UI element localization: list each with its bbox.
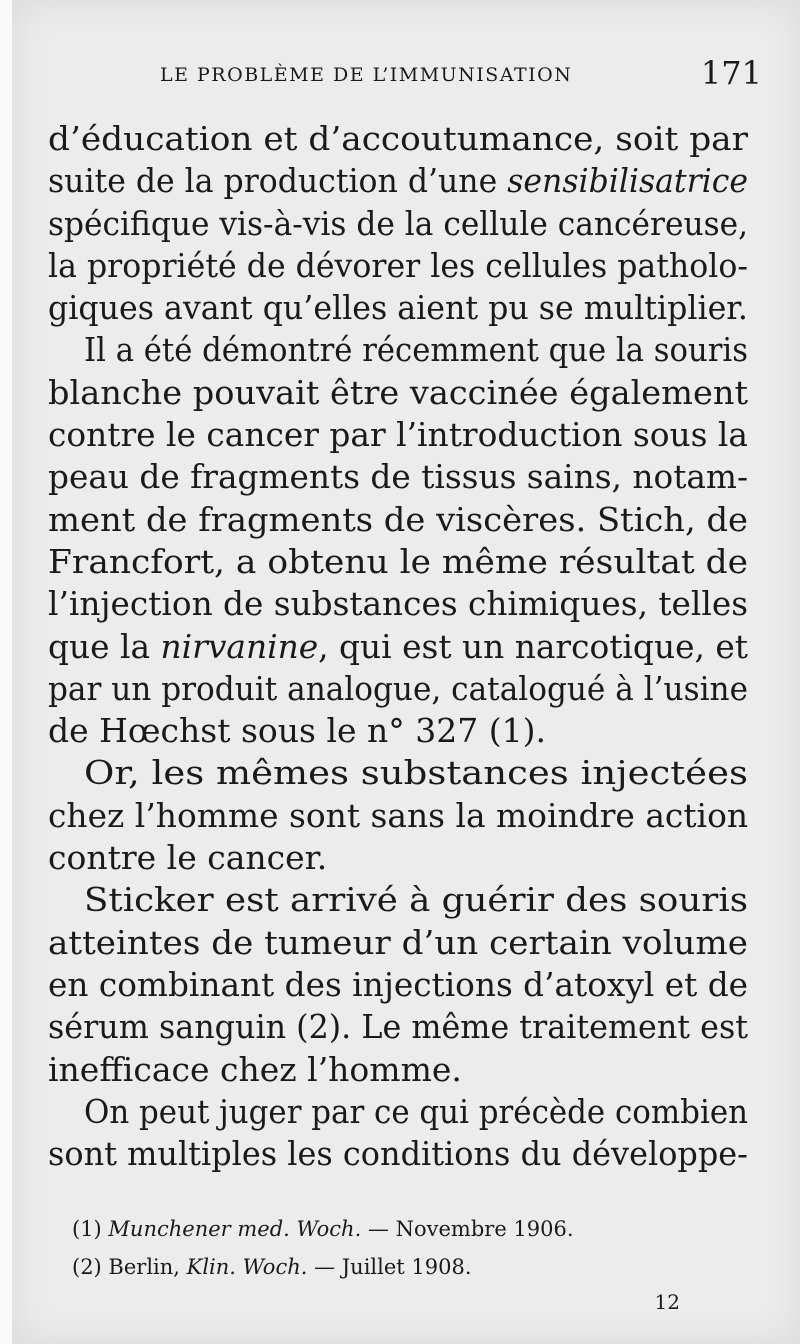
line-text — [48, 456, 748, 498]
text-segment: giques avant qu’elles aient pu se multiplier. — [48, 288, 748, 328]
text-line — [48, 964, 748, 1006]
page-header — [12, 52, 800, 102]
text-line — [48, 1091, 748, 1133]
line-text — [48, 668, 748, 710]
text-line — [48, 583, 748, 625]
text-segment: (1) — [72, 1217, 109, 1241]
text-segment: sérum sanguin (2). Le même traitement est — [48, 1007, 748, 1047]
line-text — [48, 922, 748, 964]
line-text — [48, 245, 748, 287]
text-line — [48, 372, 748, 414]
text-segment: contre le cancer par l’introduction sous la — [48, 415, 748, 455]
footnotes — [72, 1210, 712, 1286]
text-line — [48, 922, 748, 964]
footnote — [72, 1210, 712, 1248]
text-segment: par un produit analogue, catalogué à l’usine — [48, 668, 748, 708]
text-line — [48, 456, 748, 498]
line-text — [84, 752, 748, 794]
line-text — [48, 964, 748, 1006]
line-text — [48, 203, 748, 245]
text-segment: Il a été démontré récemment que la souris — [84, 330, 748, 370]
footnote — [72, 1248, 712, 1286]
line-text — [84, 1091, 748, 1133]
page-left-margin — [0, 0, 12, 1344]
text-segment: d’éducation et d’accoutumance, soit par — [48, 119, 748, 158]
text-segment: l’injection de substances chimiques, telles — [48, 584, 748, 624]
line-text — [48, 710, 546, 752]
text-segment: (2) Berlin, — [72, 1255, 187, 1279]
text-line — [48, 795, 748, 837]
text-line — [48, 668, 748, 710]
text-line — [48, 329, 748, 371]
line-text — [48, 1133, 748, 1175]
italic-text: Munchener med. Woch. — [108, 1217, 362, 1241]
text-line — [48, 118, 748, 160]
page-number: 171 — [700, 54, 762, 92]
text-segment: Francfort, a obtenu le même résultat de — [48, 541, 748, 581]
text-segment: chez l’homme sont sans la moindre action — [48, 795, 748, 835]
text-line — [48, 414, 748, 456]
text-segment: atteintes de tumeur d’un certain volume — [48, 922, 748, 962]
body-text — [48, 118, 748, 1175]
text-segment: inefficace chez l’homme. — [48, 1049, 462, 1089]
text-line — [48, 1133, 748, 1175]
line-text — [48, 583, 748, 625]
text-segment: la propriété de dévorer les cellules patholo- — [48, 245, 748, 285]
line-text — [48, 160, 748, 202]
text-line — [48, 710, 748, 752]
line-text — [48, 626, 748, 668]
text-segment: sont multiples les conditions du développe- — [48, 1134, 748, 1174]
line-text — [48, 541, 748, 583]
line-text — [48, 837, 327, 879]
text-line — [48, 879, 748, 921]
text-line — [48, 1006, 748, 1048]
text-line — [48, 837, 748, 879]
text-segment: Sticker est arrivé à guérir des souris — [84, 880, 748, 920]
line-text — [48, 795, 748, 837]
text-segment: — Novembre 1906. — [361, 1217, 574, 1241]
italic-text: sensibilisatrice — [507, 161, 748, 201]
line-text — [84, 879, 748, 921]
italic-text: nirvanine — [160, 626, 319, 666]
text-segment: spécifique vis-à-vis de la cellule cancéreuse, — [48, 203, 748, 243]
text-segment: peau de fragments de tissus sains, notam- — [48, 457, 748, 497]
text-line — [48, 499, 748, 541]
text-segment: ment de fragments de viscères. Stich, de — [48, 499, 748, 539]
running-head: LE PROBLÈME DE L’IMMUNISATION — [160, 64, 573, 86]
text-line — [48, 245, 748, 287]
text-line — [48, 287, 748, 329]
line-text — [48, 499, 748, 541]
book-page — [12, 0, 800, 1344]
line-text — [84, 329, 748, 371]
text-segment: Or, les mêmes substances injectées — [84, 753, 748, 793]
text-line — [48, 1049, 748, 1091]
line-text — [48, 287, 748, 329]
text-segment: contre le cancer. — [48, 838, 328, 878]
text-line — [48, 541, 748, 583]
line-text — [48, 414, 748, 456]
text-segment: blanche pouvait être vaccinée également — [48, 372, 748, 412]
text-segment: en combinant des injections d’atoxyl et de — [48, 964, 748, 1004]
text-line — [48, 752, 748, 794]
line-text — [48, 118, 748, 160]
text-segment: de Hœchst sous le n° 327 (1). — [48, 711, 546, 751]
text-segment: suite de la production d’une — [48, 161, 508, 201]
text-line — [48, 626, 748, 668]
text-line — [48, 203, 748, 245]
italic-text: Klin. Woch. — [186, 1255, 308, 1279]
text-segment: que la — [48, 626, 161, 666]
line-text — [48, 372, 748, 414]
signature-mark: 12 — [654, 1290, 680, 1314]
line-text — [48, 1049, 462, 1091]
text-segment: On peut juger par ce qui précède combien — [84, 1091, 748, 1131]
line-text — [48, 1006, 748, 1048]
text-segment: — Juillet 1908. — [307, 1255, 472, 1279]
text-line — [48, 160, 748, 202]
text-segment: , qui est un narcotique, et — [318, 626, 748, 666]
